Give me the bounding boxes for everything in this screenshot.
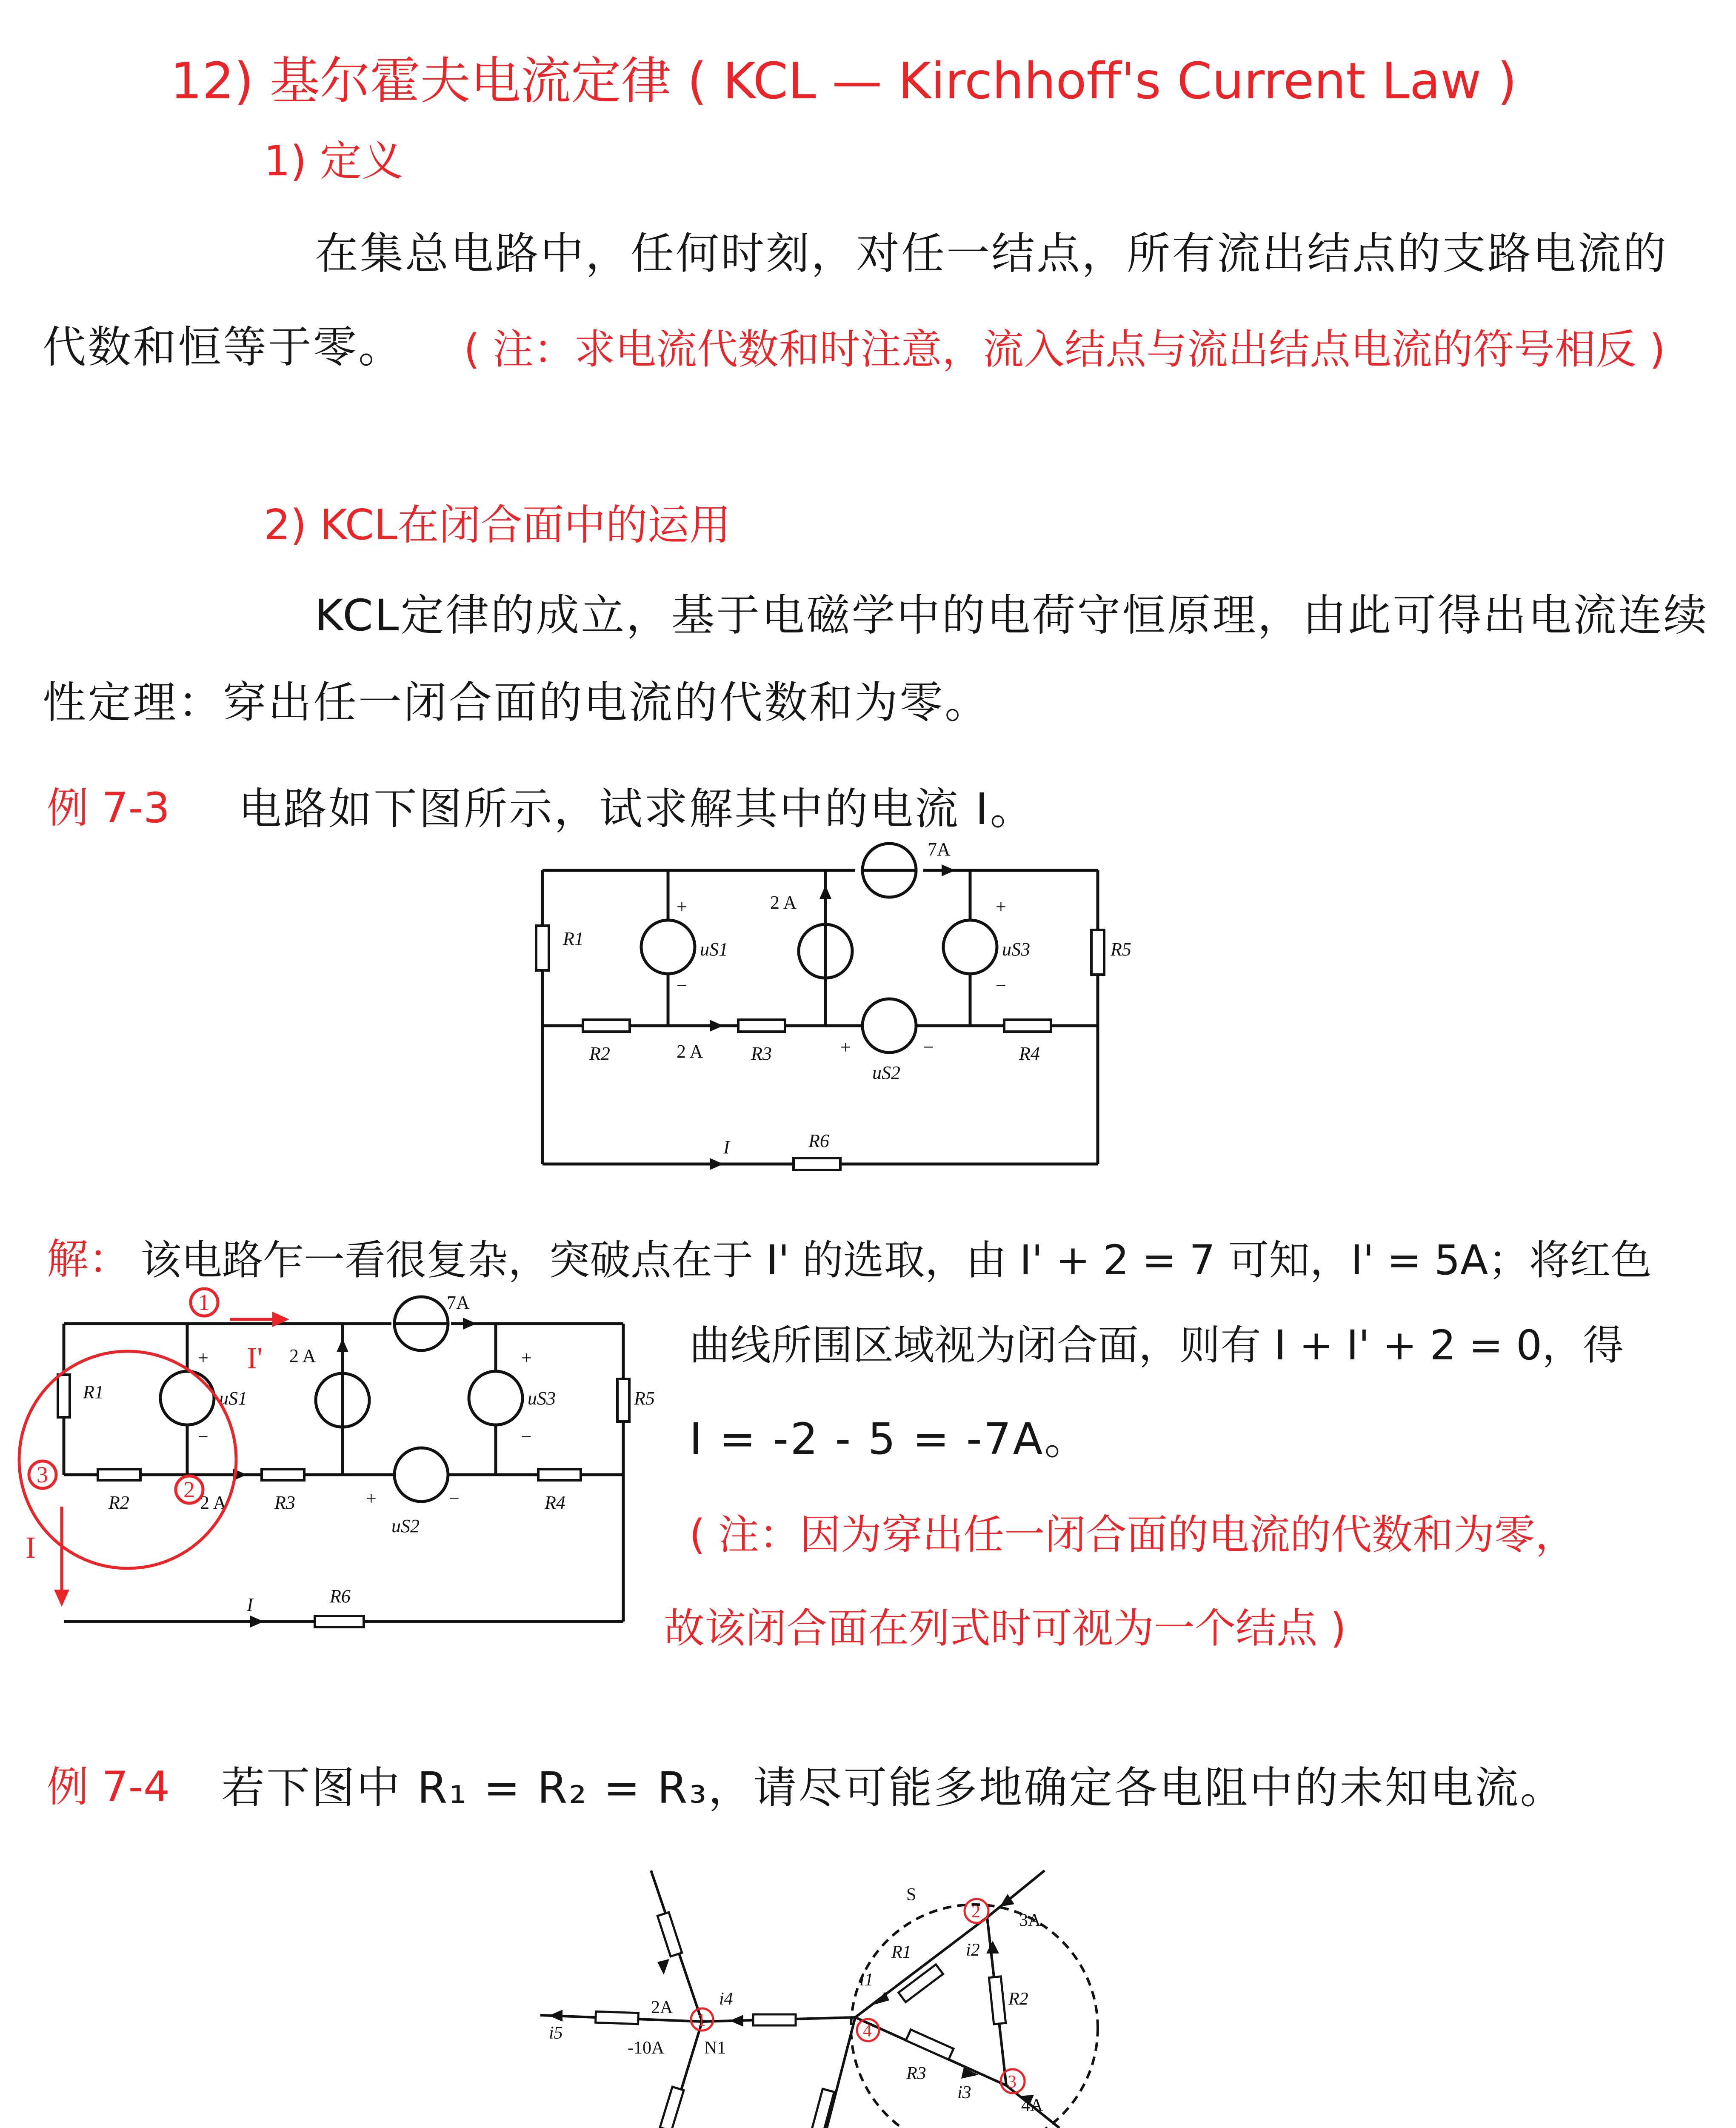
node-1-number-net: 1 <box>697 2011 706 2030</box>
label-neg10a: -10A <box>628 2038 665 2058</box>
label-4a: 4A <box>1021 2096 1043 2115</box>
us2-minus-annotated: − <box>449 1488 460 1509</box>
solution-note-1: ( 注：因为穿出任一闭合面的电流的代数和为零， <box>689 1511 1576 1559</box>
resistor-r1 <box>536 926 549 970</box>
resistor-r1-net <box>899 1965 943 2002</box>
voltage-source-us3-annotated <box>469 1371 523 1425</box>
voltage-source-us2 <box>862 999 916 1053</box>
label-n1: N1 <box>704 2038 726 2058</box>
label-7a-annotated: 7A <box>447 1292 470 1313</box>
label-us3: uS3 <box>1002 939 1030 960</box>
voltage-source-us1 <box>641 920 695 974</box>
closed-surface-red-curve <box>19 1351 236 1568</box>
label-r4-annotated: R4 <box>545 1492 565 1513</box>
us3-minus: − <box>996 975 1006 996</box>
label-us1-annotated: uS1 <box>219 1388 247 1409</box>
resistor-i5-branch <box>596 2011 639 2024</box>
us1-minus: − <box>677 975 687 996</box>
label-2a-source-annotated: 2 A <box>289 1345 316 1366</box>
label-r5: R5 <box>1111 939 1131 960</box>
label-us2: uS2 <box>872 1062 900 1083</box>
label-current-i-annotated: I <box>247 1594 253 1615</box>
resistor-top-left <box>657 1912 682 1956</box>
application-line-1: KCL定律的成立，基于电磁学中的电荷守恒原理，由此可得出电流连续 <box>315 590 1709 641</box>
application-line-2: 性定理：穿出任一闭合面的电流的代数和为零。 <box>43 678 990 728</box>
resistor-center <box>753 2014 796 2025</box>
us3-minus-annotated: − <box>521 1426 532 1447</box>
label-r2-annotated: R2 <box>108 1492 129 1513</box>
node-3-number: 3 <box>37 1462 48 1487</box>
label-r1: R1 <box>563 928 584 949</box>
resistor-r3-annotated <box>262 1469 304 1480</box>
i-label-red: I <box>26 1530 36 1565</box>
closed-surface-s <box>851 1905 1098 2128</box>
label-r1-annotated: R1 <box>83 1381 104 1402</box>
label-2a-n1: 2A <box>651 1998 673 2017</box>
label-r3: R3 <box>751 1043 772 1064</box>
label-i4: i4 <box>719 1989 733 2009</box>
solution-note-2: 故该闭合面在列式时可视为一个结点 ) <box>664 1605 1346 1652</box>
example-7-3-label: 例 7-3 <box>47 784 170 832</box>
solution-line-3: I = -2 - 5 = -7A。 <box>689 1414 1090 1464</box>
circuit-diagram-example-7-3 <box>519 830 1131 1183</box>
resistor-r1-annotated <box>58 1375 70 1417</box>
us2-plus: + <box>840 1037 851 1058</box>
subsection-definition: 1) 定义 <box>264 137 403 186</box>
label-s: S <box>906 1885 917 1905</box>
label-i5: i5 <box>549 2023 563 2043</box>
resistor-r6-annotated <box>315 1616 364 1627</box>
us1-minus-annotated: − <box>198 1426 208 1447</box>
node-2-number: 2 <box>183 1477 195 1502</box>
label-7a: 7A <box>928 839 951 860</box>
label-current-i: I <box>723 1137 730 1158</box>
definition-note: ( 注：求电流代数和时注意，流入结点与流出结点电流的符号相反 ) <box>464 326 1665 373</box>
resistor-r5-annotated <box>617 1379 629 1422</box>
label-i3: i3 <box>957 2083 971 2102</box>
label-2a-r2: 2 A <box>677 1041 703 1062</box>
definition-line-2: 代数和恒等于零。 <box>43 322 403 373</box>
us2-minus: − <box>923 1037 934 1058</box>
label-i1: i1 <box>859 1970 874 1990</box>
resistor-6a-branch <box>812 2089 834 2128</box>
label-us1: uS1 <box>700 939 728 960</box>
resistor-r2 <box>583 1020 630 1032</box>
label-r4: R4 <box>1019 1043 1040 1064</box>
node-1-number: 1 <box>198 1290 210 1315</box>
iprime-label: I' <box>247 1341 263 1375</box>
us2-plus-annotated: + <box>366 1488 377 1509</box>
label-3a: 3A <box>1019 1911 1041 1930</box>
us3-plus-annotated: + <box>521 1347 532 1368</box>
resistor-r3 <box>738 1020 785 1032</box>
solution-line-1: 该电路乍一看很复杂，突破点在于 I' 的选取，由 I' + 2 = 7 可知，I' = 5A；将红色 <box>140 1236 1652 1284</box>
solution-line-2: 曲线所围区域视为闭合面，则有 I + I' + 2 = 0，得 <box>689 1321 1624 1369</box>
us1-plus: + <box>677 896 687 917</box>
resistor-r2-annotated <box>98 1469 140 1480</box>
resistor-r2-net <box>989 1976 1005 2024</box>
label-2a-r2-annotated: 2 A <box>200 1492 227 1513</box>
us1-plus-annotated: + <box>198 1347 208 1368</box>
label-r6-annotated: R6 <box>330 1586 351 1607</box>
solution-label: 解： <box>47 1235 131 1284</box>
i-arrow-red <box>54 1590 69 1607</box>
network-diagram-example-7-4 <box>528 1856 1081 2128</box>
label-r6: R6 <box>808 1130 829 1151</box>
resistor-r4 <box>1004 1020 1051 1032</box>
label-i2: i2 <box>966 1940 980 1960</box>
label-r3-net: R3 <box>906 2064 926 2083</box>
label-r2: R2 <box>589 1043 610 1064</box>
node-3-number-net: 3 <box>1008 2072 1016 2092</box>
us3-plus: + <box>996 896 1006 917</box>
node-4-number-net: 4 <box>863 2021 872 2041</box>
definition-line-1: 在集总电路中，任何时刻，对任一结点，所有流出结点的支路电流的 <box>315 229 1668 279</box>
label-us2-annotated: uS2 <box>391 1516 420 1536</box>
subsection-closed-surface: 2) KCL在闭合面中的运用 <box>264 501 731 549</box>
resistor-r4-annotated <box>538 1469 581 1480</box>
example-7-4-text: 若下图中 R₁ = R₂ = R₃，请尽可能多地确定各电阻中的未知电流。 <box>221 1763 1565 1813</box>
node-2-number-net: 2 <box>971 1902 980 1922</box>
label-r2-net: R2 <box>1008 1989 1028 2009</box>
annotated-circuit-diagram <box>13 1273 655 1647</box>
resistor-r5 <box>1091 930 1104 975</box>
label-2a-source: 2 A <box>770 892 797 913</box>
voltage-source-us3 <box>943 920 997 974</box>
resistor-r6 <box>794 1158 840 1170</box>
section-title: 12) 基尔霍夫电流定律 ( KCL — Kirchhoff's Current Law ) <box>170 51 1517 110</box>
resistor-r3-net <box>906 2030 954 2059</box>
voltage-source-us2-annotated <box>394 1448 448 1502</box>
example-7-3-text: 电路如下图所示，试求解其中的电流 I。 <box>238 784 1035 835</box>
resistor-bottom-left <box>660 2087 684 2128</box>
label-us3-annotated: uS3 <box>528 1388 556 1409</box>
voltage-source-us1-annotated <box>160 1371 214 1425</box>
example-7-4-label: 例 7-4 <box>47 1763 170 1811</box>
label-r1-net: R1 <box>891 1942 911 1962</box>
label-r3-annotated: R3 <box>274 1492 295 1513</box>
label-r5-annotated: R5 <box>634 1388 655 1409</box>
